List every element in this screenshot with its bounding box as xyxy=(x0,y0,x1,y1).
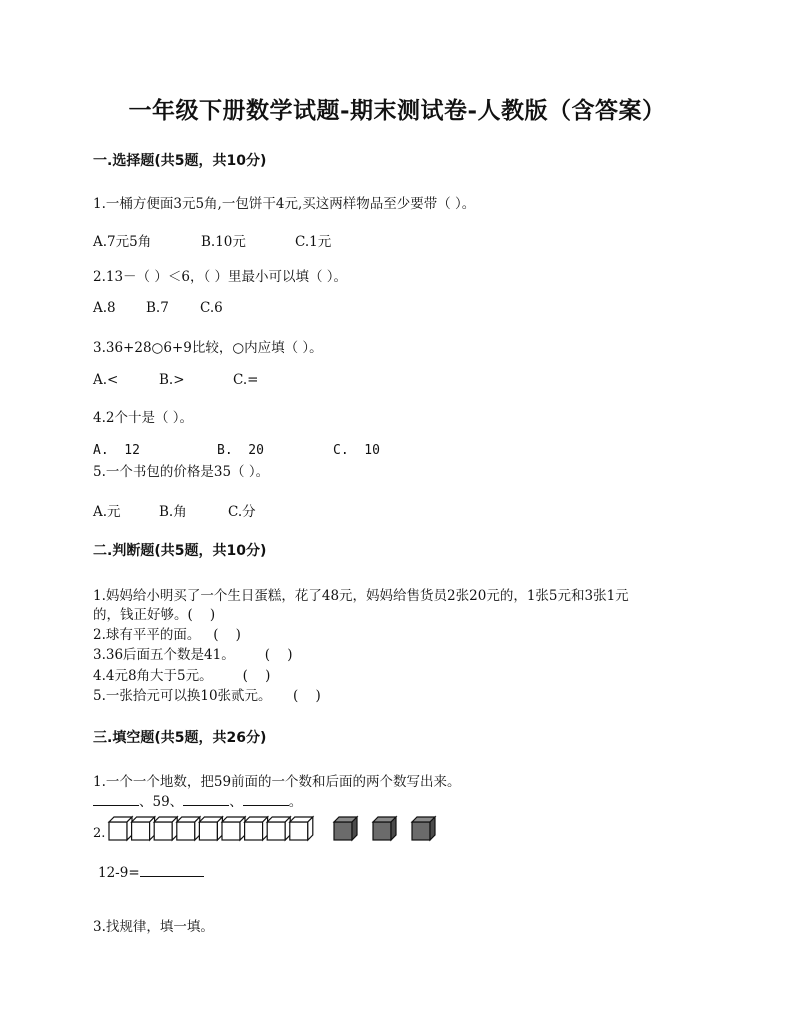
gray-cube xyxy=(373,817,396,840)
judge-question-1-line-2: 的，钱正好够。( ) xyxy=(93,607,216,623)
white-cube xyxy=(290,817,313,840)
choice-options-3 xyxy=(93,372,258,388)
choice-question-2: 2.13－（ ）＜6，（ ）里最小可以填（ ）。 xyxy=(93,269,348,285)
judge-question-2: 2.球有平平的面。 ( ) xyxy=(93,627,241,643)
white-cube xyxy=(177,817,200,840)
blank-separator: 、 xyxy=(229,794,243,810)
gray-cube xyxy=(412,817,435,840)
fill-question-2-equation xyxy=(98,862,204,881)
option-b: B. 20 xyxy=(217,443,264,458)
option-b: B.角 xyxy=(159,504,187,520)
white-cube xyxy=(222,817,245,840)
choice-options-5 xyxy=(93,500,256,520)
option-c: C.= xyxy=(233,372,259,388)
choice-question-3: 3.36+28○6+9比较，○内应填（ ）。 xyxy=(93,340,323,356)
fill-question-1: 1.一个一个地数，把59前面的一个数和后面的两个数写出来。 xyxy=(93,774,461,790)
fill-question-1-blanks xyxy=(93,790,302,810)
option-c: C. 10 xyxy=(333,443,380,458)
option-a: A. 12 xyxy=(93,443,140,458)
white-cube xyxy=(245,817,268,840)
choice-question-1: 1.一桶方便面3元5角,一包饼干4元,买这两样物品至少要带（ ）。 xyxy=(93,196,476,212)
option-b: B.7 xyxy=(146,300,169,316)
option-a: A.8 xyxy=(93,300,116,316)
white-cube xyxy=(267,817,290,840)
cube-illustration xyxy=(93,811,453,851)
judge-question-1-line-1: 1.妈妈给小明买了一个生日蛋糕，花了48元，妈妈给售货员2张20元的，1张5元和3张1元 xyxy=(93,588,629,604)
option-c: C.分 xyxy=(228,504,256,520)
option-c: C.6 xyxy=(200,300,223,316)
option-b: B.> xyxy=(159,372,185,388)
choice-options-2 xyxy=(93,300,223,316)
option-a: A.元 xyxy=(93,504,121,520)
page-title: 一年级下册数学试题-期末测试卷-人教版（含答案） xyxy=(128,97,666,124)
choice-options-1 xyxy=(93,230,331,250)
section-heading-choice: 一.选择题(共5题，共10分) xyxy=(93,153,267,169)
option-b: B.10元 xyxy=(201,234,246,250)
answer-blank[interactable] xyxy=(140,862,204,877)
option-a: A.< xyxy=(93,372,119,388)
choice-options-4 xyxy=(93,443,380,458)
gray-cube xyxy=(334,817,357,840)
section-heading-fill: 三.填空题(共5题，共26分) xyxy=(93,730,267,746)
blank-separator: 、59、 xyxy=(139,794,184,810)
answer-blank[interactable] xyxy=(93,791,139,806)
cube-svg xyxy=(93,811,453,851)
blank-end: 。 xyxy=(288,794,303,810)
choice-question-5: 5.一个书包的价格是35（ ）。 xyxy=(93,464,270,480)
option-a: A.7元5角 xyxy=(93,234,152,250)
judge-question-3: 3.36后面五个数是41。 ( ) xyxy=(93,647,293,663)
white-cube xyxy=(154,817,177,840)
fill-question-2-number: 2. xyxy=(93,826,106,841)
choice-question-4: 4.2个十是（ ）。 xyxy=(93,410,194,426)
judge-question-4: 4.4元8角大于5元。 ( ) xyxy=(93,668,271,684)
equation-text: 12-9= xyxy=(98,865,140,881)
fill-question-3: 3.找规律，填一填。 xyxy=(93,919,214,935)
white-cube xyxy=(132,817,155,840)
white-cube xyxy=(199,817,222,840)
judge-question-5: 5.一张拾元可以换10张贰元。 ( ) xyxy=(93,688,321,704)
answer-blank[interactable] xyxy=(183,791,229,806)
option-c: C.1元 xyxy=(295,234,332,250)
answer-blank[interactable] xyxy=(243,791,289,806)
white-cube xyxy=(109,817,132,840)
section-heading-judge: 二.判断题(共5题，共10分) xyxy=(93,543,267,559)
